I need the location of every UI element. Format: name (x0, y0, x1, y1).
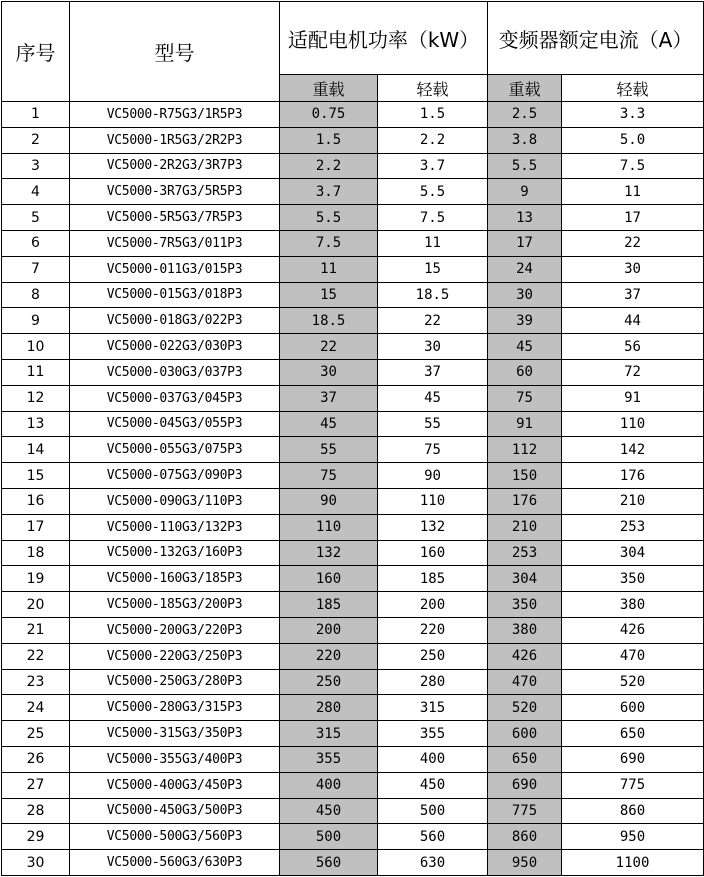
row-model: VC5000-560G3/630P3 (70, 850, 280, 876)
row-model: VC5000-355G3/400P3 (70, 746, 280, 772)
row-model: VC5000-090G3/110P3 (70, 488, 280, 514)
row-power-heavy: 7.5 (280, 230, 378, 256)
row-current-light: 860 (562, 798, 704, 824)
row-model: VC5000-500G3/560P3 (70, 824, 280, 850)
row-model: VC5000-075G3/090P3 (70, 463, 280, 489)
row-power-light: 160 (378, 540, 488, 566)
row-index: 25 (2, 721, 70, 747)
table-row (2, 488, 704, 514)
row-power-heavy: 11 (280, 256, 378, 282)
table-row (2, 463, 704, 489)
row-power-light: 500 (378, 798, 488, 824)
row-current-heavy: 39 (488, 308, 562, 334)
row-index: 17 (2, 514, 70, 540)
row-power-heavy: 1.5 (280, 127, 378, 153)
row-model: VC5000-1R5G3/2R2P3 (70, 127, 280, 153)
row-current-heavy: 380 (488, 617, 562, 643)
row-index: 24 (2, 695, 70, 721)
row-current-heavy: 60 (488, 359, 562, 385)
row-power-light: 2.2 (378, 127, 488, 153)
row-power-light: 110 (378, 488, 488, 514)
row-current-light: 304 (562, 540, 704, 566)
row-power-heavy: 5.5 (280, 205, 378, 231)
row-power-heavy: 110 (280, 514, 378, 540)
row-current-light: 17 (562, 205, 704, 231)
row-index: 26 (2, 746, 70, 772)
row-current-light: 91 (562, 385, 704, 411)
table-row (2, 643, 704, 669)
row-index: 9 (2, 308, 70, 334)
header-index: 序号 (2, 2, 70, 102)
row-power-heavy: 185 (280, 592, 378, 618)
row-current-light: 5.0 (562, 127, 704, 153)
row-index: 3 (2, 153, 70, 179)
header-row-main (2, 2, 704, 75)
row-power-heavy: 22 (280, 334, 378, 360)
header-power-heavy: 重载 (280, 75, 378, 102)
row-current-light: 775 (562, 772, 704, 798)
row-current-light: 22 (562, 230, 704, 256)
table-row (2, 179, 704, 205)
row-power-light: 220 (378, 617, 488, 643)
row-power-heavy: 45 (280, 411, 378, 437)
row-current-light: 30 (562, 256, 704, 282)
table-body (2, 102, 704, 876)
row-power-heavy: 500 (280, 824, 378, 850)
row-power-heavy: 3.7 (280, 179, 378, 205)
row-model: VC5000-220G3/250P3 (70, 643, 280, 669)
row-model: VC5000-160G3/185P3 (70, 566, 280, 592)
row-power-light: 45 (378, 385, 488, 411)
row-current-heavy: 112 (488, 437, 562, 463)
row-index: 12 (2, 385, 70, 411)
table-row (2, 514, 704, 540)
row-current-heavy: 30 (488, 282, 562, 308)
row-power-heavy: 280 (280, 695, 378, 721)
row-index: 14 (2, 437, 70, 463)
row-power-light: 450 (378, 772, 488, 798)
row-current-light: 11 (562, 179, 704, 205)
row-current-light: 1100 (562, 850, 704, 876)
row-index: 7 (2, 256, 70, 282)
row-model: VC5000-280G3/315P3 (70, 695, 280, 721)
table-row (2, 824, 704, 850)
header-current-heavy: 重载 (488, 75, 562, 102)
row-model: VC5000-5R5G3/7R5P3 (70, 205, 280, 231)
table-row (2, 153, 704, 179)
row-model: VC5000-132G3/160P3 (70, 540, 280, 566)
row-current-light: 650 (562, 721, 704, 747)
table-row (2, 385, 704, 411)
row-power-heavy: 560 (280, 850, 378, 876)
row-power-heavy: 132 (280, 540, 378, 566)
table-row (2, 230, 704, 256)
row-index: 4 (2, 179, 70, 205)
row-current-heavy: 304 (488, 566, 562, 592)
row-index: 29 (2, 824, 70, 850)
table-row (2, 798, 704, 824)
row-index: 20 (2, 592, 70, 618)
table-row (2, 102, 704, 128)
row-current-light: 210 (562, 488, 704, 514)
row-current-heavy: 3.8 (488, 127, 562, 153)
row-current-light: 37 (562, 282, 704, 308)
row-model: VC5000-018G3/022P3 (70, 308, 280, 334)
table-row (2, 437, 704, 463)
table-row (2, 359, 704, 385)
row-power-light: 22 (378, 308, 488, 334)
table-row (2, 411, 704, 437)
row-power-heavy: 250 (280, 669, 378, 695)
table-row (2, 256, 704, 282)
row-current-heavy: 520 (488, 695, 562, 721)
row-current-heavy: 253 (488, 540, 562, 566)
row-current-light: 380 (562, 592, 704, 618)
row-power-heavy: 200 (280, 617, 378, 643)
row-current-heavy: 2.5 (488, 102, 562, 128)
row-power-light: 37 (378, 359, 488, 385)
row-model: VC5000-7R5G3/011P3 (70, 230, 280, 256)
row-power-light: 1.5 (378, 102, 488, 128)
row-model: VC5000-022G3/030P3 (70, 334, 280, 360)
row-index: 23 (2, 669, 70, 695)
row-current-heavy: 45 (488, 334, 562, 360)
row-power-heavy: 400 (280, 772, 378, 798)
table-row (2, 721, 704, 747)
row-power-heavy: 2.2 (280, 153, 378, 179)
header-model: 型号 (70, 2, 280, 102)
row-model: VC5000-030G3/037P3 (70, 359, 280, 385)
row-current-heavy: 13 (488, 205, 562, 231)
row-current-heavy: 470 (488, 669, 562, 695)
row-model: VC5000-400G3/450P3 (70, 772, 280, 798)
row-current-light: 3.3 (562, 102, 704, 128)
row-model: VC5000-2R2G3/3R7P3 (70, 153, 280, 179)
table-row (2, 127, 704, 153)
row-power-light: 7.5 (378, 205, 488, 231)
row-current-heavy: 950 (488, 850, 562, 876)
row-power-heavy: 450 (280, 798, 378, 824)
row-model: VC5000-037G3/045P3 (70, 385, 280, 411)
row-index: 19 (2, 566, 70, 592)
table-row (2, 850, 704, 876)
row-current-light: 426 (562, 617, 704, 643)
row-index: 16 (2, 488, 70, 514)
row-current-heavy: 91 (488, 411, 562, 437)
row-power-light: 630 (378, 850, 488, 876)
row-power-light: 560 (378, 824, 488, 850)
row-power-light: 75 (378, 437, 488, 463)
row-power-light: 15 (378, 256, 488, 282)
table-row (2, 334, 704, 360)
row-current-light: 7.5 (562, 153, 704, 179)
row-index: 21 (2, 617, 70, 643)
row-current-heavy: 75 (488, 385, 562, 411)
row-index: 27 (2, 772, 70, 798)
row-current-heavy: 210 (488, 514, 562, 540)
row-current-heavy: 176 (488, 488, 562, 514)
row-current-heavy: 775 (488, 798, 562, 824)
row-current-light: 44 (562, 308, 704, 334)
spec-table (1, 1, 704, 876)
row-model: VC5000-315G3/350P3 (70, 721, 280, 747)
row-power-light: 132 (378, 514, 488, 540)
row-current-heavy: 690 (488, 772, 562, 798)
row-model: VC5000-110G3/132P3 (70, 514, 280, 540)
row-model: VC5000-200G3/220P3 (70, 617, 280, 643)
row-index: 10 (2, 334, 70, 360)
row-power-light: 200 (378, 592, 488, 618)
header-motor-power: 适配电机功率（kW） (280, 2, 488, 75)
row-power-light: 3.7 (378, 153, 488, 179)
table-row (2, 617, 704, 643)
row-index: 30 (2, 850, 70, 876)
row-current-heavy: 17 (488, 230, 562, 256)
row-power-heavy: 315 (280, 721, 378, 747)
table-header (2, 2, 704, 102)
row-power-heavy: 0.75 (280, 102, 378, 128)
row-index: 5 (2, 205, 70, 231)
row-model: VC5000-011G3/015P3 (70, 256, 280, 282)
row-power-heavy: 55 (280, 437, 378, 463)
row-current-heavy: 860 (488, 824, 562, 850)
row-index: 8 (2, 282, 70, 308)
row-power-heavy: 160 (280, 566, 378, 592)
row-current-light: 520 (562, 669, 704, 695)
row-model: VC5000-185G3/200P3 (70, 592, 280, 618)
row-index: 22 (2, 643, 70, 669)
row-current-light: 253 (562, 514, 704, 540)
row-index: 11 (2, 359, 70, 385)
row-model: VC5000-3R7G3/5R5P3 (70, 179, 280, 205)
row-model: VC5000-015G3/018P3 (70, 282, 280, 308)
row-index: 18 (2, 540, 70, 566)
row-current-heavy: 350 (488, 592, 562, 618)
row-power-heavy: 90 (280, 488, 378, 514)
row-index: 2 (2, 127, 70, 153)
table-row (2, 772, 704, 798)
table-row (2, 540, 704, 566)
row-current-light: 350 (562, 566, 704, 592)
row-power-light: 185 (378, 566, 488, 592)
row-power-light: 18.5 (378, 282, 488, 308)
row-current-light: 690 (562, 746, 704, 772)
row-current-light: 470 (562, 643, 704, 669)
row-model: VC5000-055G3/075P3 (70, 437, 280, 463)
row-power-light: 5.5 (378, 179, 488, 205)
header-current-light: 轻载 (562, 75, 704, 102)
row-current-heavy: 5.5 (488, 153, 562, 179)
row-power-heavy: 18.5 (280, 308, 378, 334)
row-current-heavy: 24 (488, 256, 562, 282)
row-power-heavy: 75 (280, 463, 378, 489)
row-current-heavy: 650 (488, 746, 562, 772)
row-model: VC5000-450G3/500P3 (70, 798, 280, 824)
row-power-light: 400 (378, 746, 488, 772)
row-model: VC5000-R75G3/1R5P3 (70, 102, 280, 128)
row-power-light: 55 (378, 411, 488, 437)
row-current-light: 142 (562, 437, 704, 463)
table-row (2, 308, 704, 334)
table-row (2, 282, 704, 308)
row-power-light: 315 (378, 695, 488, 721)
row-index: 15 (2, 463, 70, 489)
row-power-light: 280 (378, 669, 488, 695)
row-index: 1 (2, 102, 70, 128)
header-rated-current: 变频器额定电流（A） (488, 2, 704, 75)
row-index: 6 (2, 230, 70, 256)
table-row (2, 205, 704, 231)
row-current-light: 72 (562, 359, 704, 385)
row-model: VC5000-045G3/055P3 (70, 411, 280, 437)
row-current-light: 56 (562, 334, 704, 360)
row-power-heavy: 355 (280, 746, 378, 772)
table-row (2, 746, 704, 772)
row-power-light: 355 (378, 721, 488, 747)
row-power-heavy: 30 (280, 359, 378, 385)
table-row (2, 592, 704, 618)
row-power-heavy: 37 (280, 385, 378, 411)
row-power-heavy: 15 (280, 282, 378, 308)
row-index: 13 (2, 411, 70, 437)
header-power-light: 轻载 (378, 75, 488, 102)
row-current-light: 110 (562, 411, 704, 437)
row-power-heavy: 220 (280, 643, 378, 669)
row-current-heavy: 150 (488, 463, 562, 489)
row-current-light: 600 (562, 695, 704, 721)
row-current-heavy: 9 (488, 179, 562, 205)
row-current-heavy: 600 (488, 721, 562, 747)
row-model: VC5000-250G3/280P3 (70, 669, 280, 695)
row-power-light: 90 (378, 463, 488, 489)
row-current-light: 950 (562, 824, 704, 850)
row-power-light: 250 (378, 643, 488, 669)
table-row (2, 566, 704, 592)
table-row (2, 695, 704, 721)
row-index: 28 (2, 798, 70, 824)
table-row (2, 669, 704, 695)
row-power-light: 30 (378, 334, 488, 360)
row-current-heavy: 426 (488, 643, 562, 669)
row-power-light: 11 (378, 230, 488, 256)
row-current-light: 176 (562, 463, 704, 489)
